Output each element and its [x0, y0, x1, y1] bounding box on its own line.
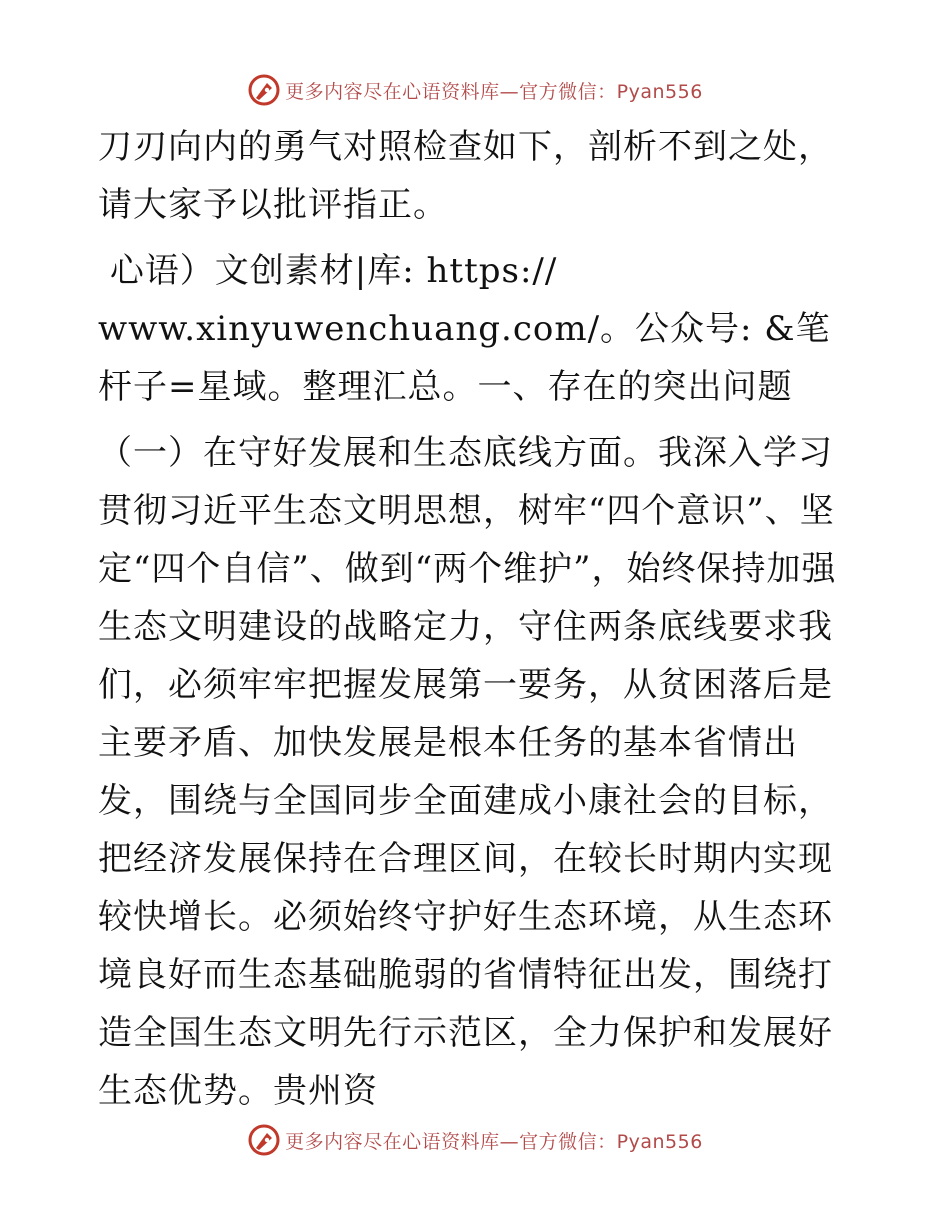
- footer-banner-text: 更多内容尽在心语资料库—官方微信：Pyan556: [285, 1130, 703, 1153]
- paragraph-section-1: （一）在守好发展和生态底线方面。我深入学习贯彻习近平生态文明思想，树牢“四个意识”、坚定“四个自信”、做到“两个维护”，始终保持加强生态文明建设的战略定力，守住两条底线要求我们，必须牢牢把握发展第一要务，从贫困落后是主要矛盾、加快发展是根本任务的基本省情出发，围绕与全国同步全面建成小康社会的目标，把经济发展保持在合理区间，在较长时期内实现较快增长。必须始终守护好生态环境，从生态环境良好而生态基础脆弱的省情特征出发，围绕打造全国生态文明先行示范区，全力保护和发展好生态优势。贵州资: [98, 433, 837, 1111]
- pen-nib-logo-icon: [247, 73, 281, 107]
- footer-banner: [0, 1120, 950, 1160]
- paragraph-intro: 刀刃向内的勇气对照检查如下，剖析不到之处，请大家予以批评指正。: [98, 127, 833, 225]
- paragraph-source-note: 心语）文创素材|库: https:// www.xinyuwenchuang.com/。公众号: &笔杆子=星域。整理汇总。一、存在的突出问题: [98, 251, 831, 407]
- pen-nib-logo-icon: [247, 1123, 281, 1157]
- header-banner-text: 更多内容尽在心语资料库—官方微信：Pyan556: [285, 80, 703, 103]
- header-banner: [0, 70, 950, 110]
- document-body: [98, 118, 858, 1128]
